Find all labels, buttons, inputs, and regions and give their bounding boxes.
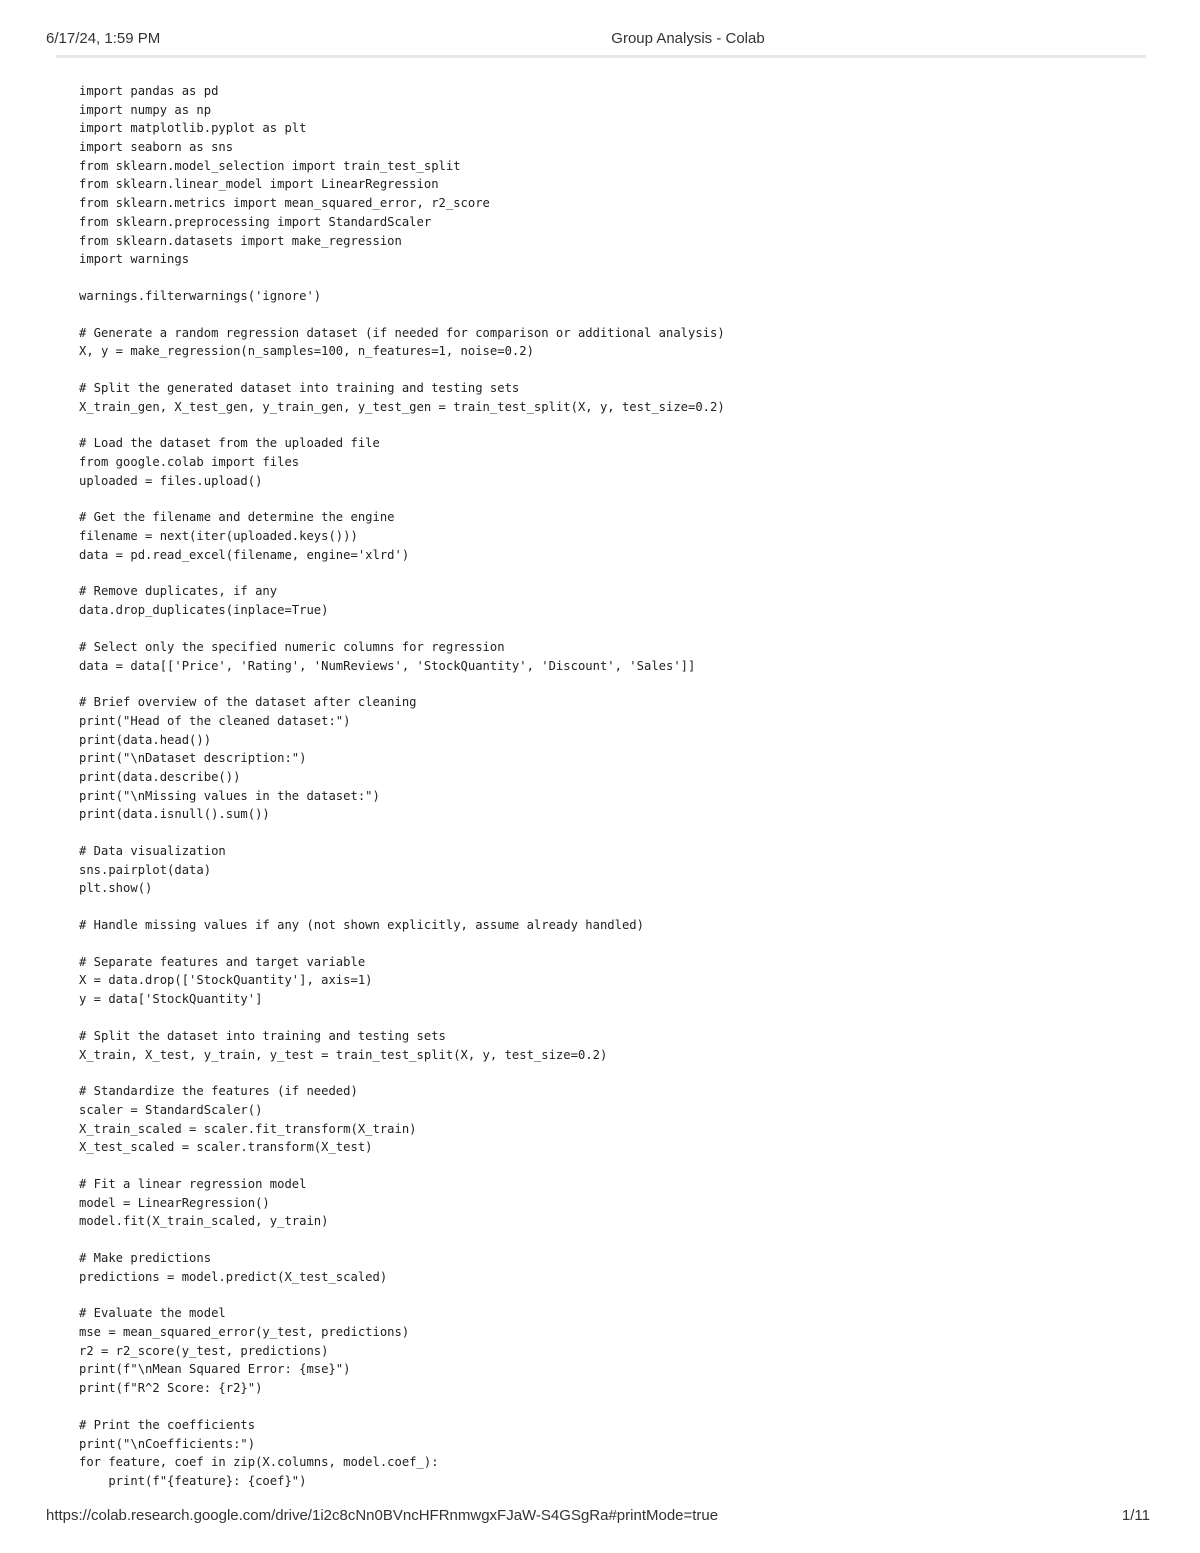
code-line [79,306,1139,324]
code-line: warnings.filterwarnings('ignore') [79,288,322,303]
code-line: r2 = r2_score(y_test, predictions) [79,1343,329,1358]
code-line: # Fit a linear regression model [79,1176,307,1191]
code-cell[interactable] [79,82,1139,1491]
print-header [0,0,1200,58]
code-line: # Remove duplicates, if any [79,584,278,599]
code-line: uploaded = files.upload() [79,473,263,488]
code-line: from sklearn.metrics import mean_squared_error, r2_score [79,196,490,211]
print-datetime: 6/17/24, 1:59 PM [46,30,161,47]
code-line: data.drop_duplicates(inplace=True) [79,603,329,618]
code-line: X, y = make_regression(n_samples=100, n_features=1, noise=0.2) [79,344,534,359]
code-line: X_test_scaled = scaler.transform(X_test) [79,1140,373,1155]
code-line: X_train_gen, X_test_gen, y_train_gen, y_test_gen = train_test_split(X, y, test_size=0.2) [79,399,725,414]
code-line: print("Head of the cleaned dataset:") [79,713,351,728]
header-divider [56,55,1146,58]
print-footer [0,1500,1200,1540]
code-line: print(f"R^2 Score: {r2}") [79,1381,263,1396]
code-line: from sklearn.linear_model import LinearRegression [79,177,439,192]
code-line [79,490,1139,508]
code-line: model.fit(X_train_scaled, y_train) [79,1214,329,1229]
code-line: # Brief overview of the dataset after cleaning [79,695,417,710]
code-line [79,416,1139,434]
code-line [79,935,1139,953]
code-line: import seaborn as sns [79,140,234,155]
code-line [79,620,1139,638]
code-line: # Load the dataset from the uploaded file [79,436,380,451]
page-url: https://colab.research.google.com/drive/1i2c8cNn0BVncHFRnmwgxFJaW-S4GSgRa#printMode=true [46,1507,719,1524]
code-line [79,1398,1139,1416]
code-line: import pandas as pd [79,84,219,98]
code-line: # Evaluate the model [79,1306,226,1321]
code-line: filename = next(iter(uploaded.keys())) [79,529,358,544]
code-line: data = pd.read_excel(filename, engine='xlrd') [79,547,410,562]
code-line: # Standardize the features (if needed) [79,1084,358,1099]
code-line: predictions = model.predict(X_test_scaled) [79,1269,388,1284]
code-line: from google.colab import files [79,455,300,469]
code-line: plt.show() [79,881,153,896]
code-line [79,675,1139,693]
code-line: print(data.head()) [79,732,212,747]
code-line: X = data.drop(['StockQuantity'], axis=1) [79,973,373,988]
code-line [79,269,1139,287]
code-line: import numpy as np [79,102,212,117]
code-line: from sklearn.preprocessing import StandardScaler [79,214,432,229]
code-line: print("\nMissing values in the dataset:") [79,788,380,803]
code-line: from sklearn.model_selection import train_test_split [79,158,461,173]
code-line: # Get the filename and determine the engine [79,510,395,525]
code-line: mse = mean_squared_error(y_test, predictions) [79,1325,410,1340]
code-line: # Handle missing values if any (not shown explicitly, assume already handled) [79,918,644,933]
code-line: model = LinearRegression() [79,1195,270,1210]
code-line [79,898,1139,916]
code-line: # Select only the specified numeric columns for regression [79,639,505,654]
code-line [79,1286,1139,1304]
code-line: for feature, coef in zip(X.columns, model.coef_): [79,1455,439,1470]
code-line: print(data.describe()) [79,769,241,784]
code-line [79,361,1139,379]
code-line: # Data visualization [79,844,226,858]
code-line: y = data['StockQuantity'] [79,992,263,1007]
code-line: # Split the dataset into training and testing sets [79,1028,446,1043]
code-line [79,1064,1139,1082]
code-line: scaler = StandardScaler() [79,1102,263,1117]
code-line: print("\nDataset description:") [79,751,307,766]
page-number: 1/11 [1121,1507,1150,1524]
code-line [79,1157,1139,1175]
code-line: # Print the coefficients [79,1417,256,1432]
code-line: # Generate a random regression dataset (if needed for comparison or additional analysis) [79,325,725,340]
code-line: print(data.isnull().sum()) [79,807,270,822]
code-line: X_train, X_test, y_train, y_test = train_test_split(X, y, test_size=0.2) [79,1047,608,1062]
code-line [79,824,1139,842]
code-line: # Make predictions [79,1251,212,1265]
code-line: import warnings [79,252,190,267]
page-title: Group Analysis - Colab [611,30,765,47]
code-line: # Separate features and target variable [79,954,366,969]
code-line [79,564,1139,582]
code-line: import matplotlib.pyplot as plt [79,121,307,136]
code-line: # Split the generated dataset into training and testing sets [79,380,520,395]
code-line [79,1231,1139,1249]
code-line: print(f"{feature}: {coef}") [79,1473,307,1488]
code-line: print("\nCoefficients:") [79,1436,256,1451]
code-line: print(f"\nMean Squared Error: {mse}") [79,1362,351,1377]
code-line: X_train_scaled = scaler.fit_transform(X_train) [79,1121,417,1136]
code-line: sns.pairplot(data) [79,862,212,877]
code-line: data = data[['Price', 'Rating', 'NumReviews', 'StockQuantity', 'Discount', 'Sales']] [79,658,696,673]
code-line: from sklearn.datasets import make_regression [79,233,402,248]
code-line [79,1009,1139,1027]
